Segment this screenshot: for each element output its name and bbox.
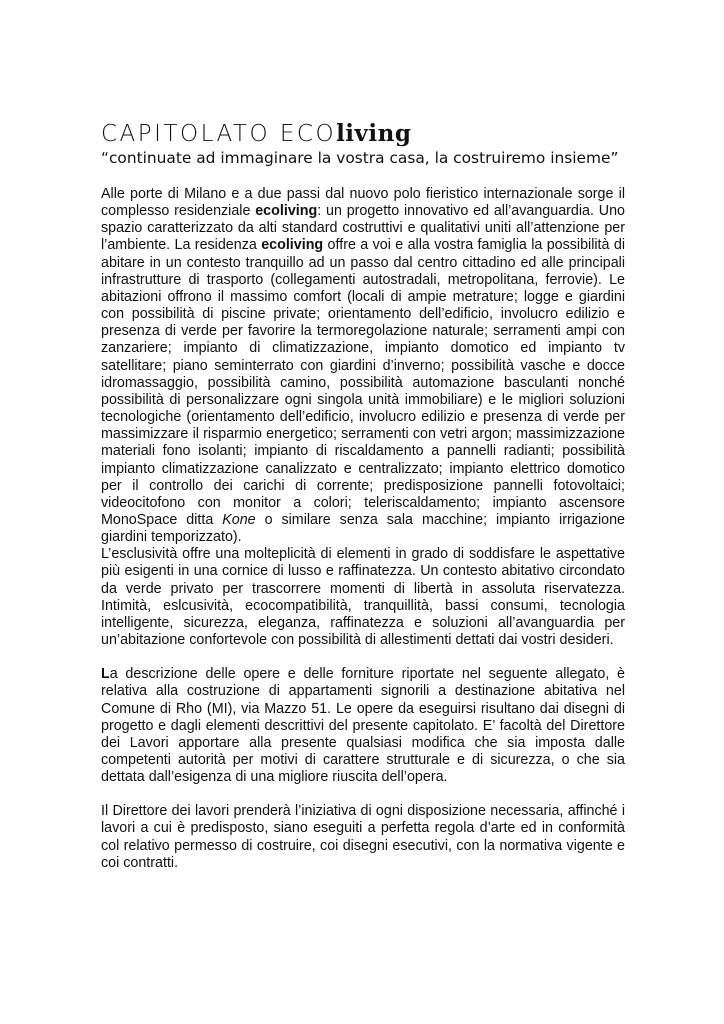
- document-title: [101, 120, 625, 148]
- drop-letter: L: [101, 666, 110, 683]
- paragraph-intro-text-4: o similare senza sala macchine; impianto irrigazione giardini temporizzato).: [101, 511, 625, 546]
- paragraph-description-text: a descrizione delle opere e delle forniture riportate nel seguente allegato, è relativa alla costruzione di appartamenti signorili a destinazione abitativa nel Comune di Rho (MI), via Mazzo 51. Le opere da eseguirsi risultano dai disegni di progetto e dagli elementi descrittivi del presente capitolato. E’ facoltà del Direttore dei Lavori apportare alla presente qualsiasi modifica che sia imposta dalle competenti autorità per motivi di carattere strutturale e di sicurezza, o che sia dettata dall’esigenza di una migliore riuscita dell’opera.: [101, 666, 625, 786]
- document-page: [101, 120, 625, 872]
- paragraph-intro-text-1: Alle porte di Milano e a due passi dal nuovo polo fieristico internazionale sorge il complesso residenziale: [101, 186, 625, 220]
- paragraph-intro-text-2: : un progetto innovativo ed all’avanguardia. Uno spazio caratterizzato da alti standard costruttivi e qualitativi uniti all’attenzione per l’ambiente. La residenza: [101, 203, 626, 254]
- paragraph-intro: [101, 186, 625, 546]
- paragraph-intro-text-3: offre a voi e alla vostra famiglia la possibilità di abitare in un contesto tranquillo ad un passo dal centro cittadino ed alle principali infrastrutture di trasporto (collegamenti autostradali, metropolitana, ferrovie). Le abitazioni offrono il massimo comfort (locali di ampie metrature; logge e giardini con possibilità di piscine private; orientamento dell’edificio, involucro edilizio e presenza di verde per favorire la termoregolazione naturale; serramenti ampi con zanzariere; impianto di climatizzazione, impianto domotico ed impianto tv satellitare; piano seminterrato con giardini d’inverno; possibilità vasche e docce idromassaggio, possibilità camino, possibilità automazione basculanti nonché possibilità di personalizzare ogni singola unità immobiliare) e le migliori soluzioni tecnologiche (orientamento dell’edificio, involucro edilizio e presenza di verde per massimizzare il risparmio energetico; serramenti con vetri argon; massimizzazione materiali fono isolanti; impianto di riscaldamento a pannelli radianti; possibilità impianto climatizzazione canalizzato e centralizzato; impianto elettrico domotico per il controllo dei carichi di corrente; predisposizione pannelli fotovoltaici; videocitofono con monitor a colori; teleriscaldamento; impianto ascensore MonoSpace ditta: [101, 237, 625, 528]
- brand-name: ecoliving: [255, 203, 318, 220]
- title-prefix: CAPITOLATO ECO: [101, 121, 337, 147]
- paragraph-description: [101, 666, 625, 786]
- brand-name: ecoliving: [261, 237, 324, 254]
- title-suffix: living: [336, 120, 412, 147]
- brand-kone: Kone: [222, 511, 256, 528]
- document-subtitle: “continuate ad immaginare la vostra casa, la costruiremo insieme”: [101, 149, 619, 167]
- paragraph-exclusivity: L’esclusività offre una molteplicità di elementi in grado di soddisfare le aspettative più esigenti in una cornice di lusso e raffinatezza. Un contesto abitativo circondato da verde privato per trascorrere momenti di libertà in assoluta riservatezza. Intimità, eslcusività, ecocompatibilità, tranquillità, bassi consumi, tecnologia intelligente, sicurezza, eleganza, raffinatezza e soluzioni all’avanguardia per un’abitazione confortevole con possibilità di allestimenti dettati dai vostri desideri.: [101, 546, 625, 649]
- paragraph-spacer: [101, 786, 625, 803]
- paragraph-spacer: [101, 649, 625, 666]
- paragraph-director: Il Direttore dei lavori prenderà l’iniziativa di ogni disposizione necessaria, affinché i lavori a cui è predisposto, siano eseguiti a perfetta regola d’arte ed in conformità col relativo permesso di costruire, coi disegni esecutivi, con la normativa vigente e coi contratti.: [101, 803, 625, 871]
